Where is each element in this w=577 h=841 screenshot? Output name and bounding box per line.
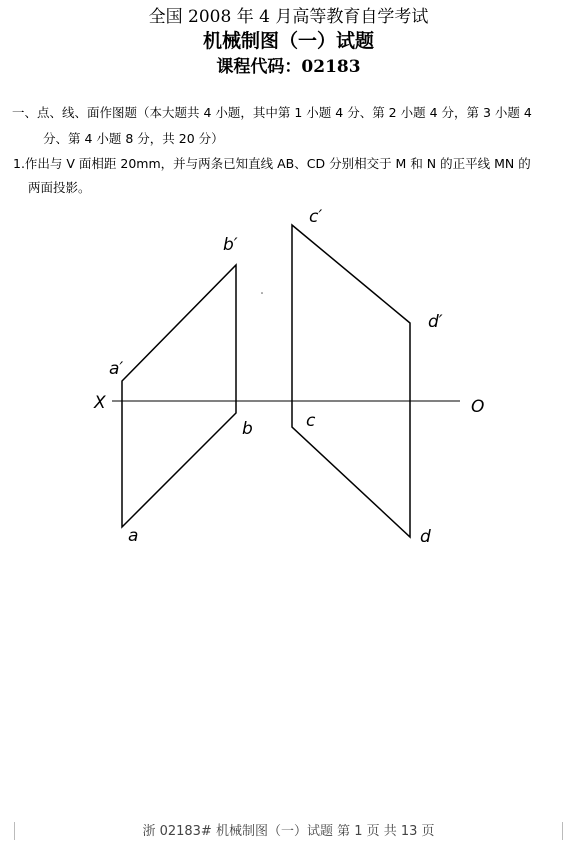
page-edge-mark-left [14,822,15,840]
question-line1: 1.作出与 V 面相距 20mm，并与两条已知直线 AB、CD 分别相交于 M 和 N 的正平线 MN 的 [13,156,531,171]
page-edge-mark-right [562,822,563,840]
course-code: 课程代码：02183 [216,57,361,77]
section-heading-line1: 一、点、线、面作图题（本大题共 4 小题，其中第 1 小题 4 分、第 2 小题 4 分，第 3 小题 4 [12,105,532,120]
label-c: c [306,411,316,431]
label-a-prime: a′ [109,359,124,379]
section-heading-line2: 分、第 4 小题 8 分，共 20 分） [43,131,224,146]
label-a: a [128,526,139,546]
page-footer: 浙 02183# 机械制图（一）试题 第 1 页 共 13 页 [142,824,435,839]
label-axis-o: O [471,397,485,417]
question-line2: 两面投影。 [28,180,91,195]
label-axis-x: X [94,393,106,413]
label-d-prime: d′ [428,312,443,332]
label-d: d [420,527,431,547]
line-ab-top-view [122,401,236,527]
label-c-prime: c′ [309,207,323,227]
paper-title: 机械制图（一）试题 [202,30,374,52]
label-b-prime: b′ [223,235,238,255]
line-cd-front-view [292,225,410,401]
label-b: b [242,419,253,439]
stray-dot [261,292,263,294]
line-ab-front-view [122,265,236,401]
exam-title: 全国 2008 年 4 月高等教育自学考试 [148,7,429,27]
